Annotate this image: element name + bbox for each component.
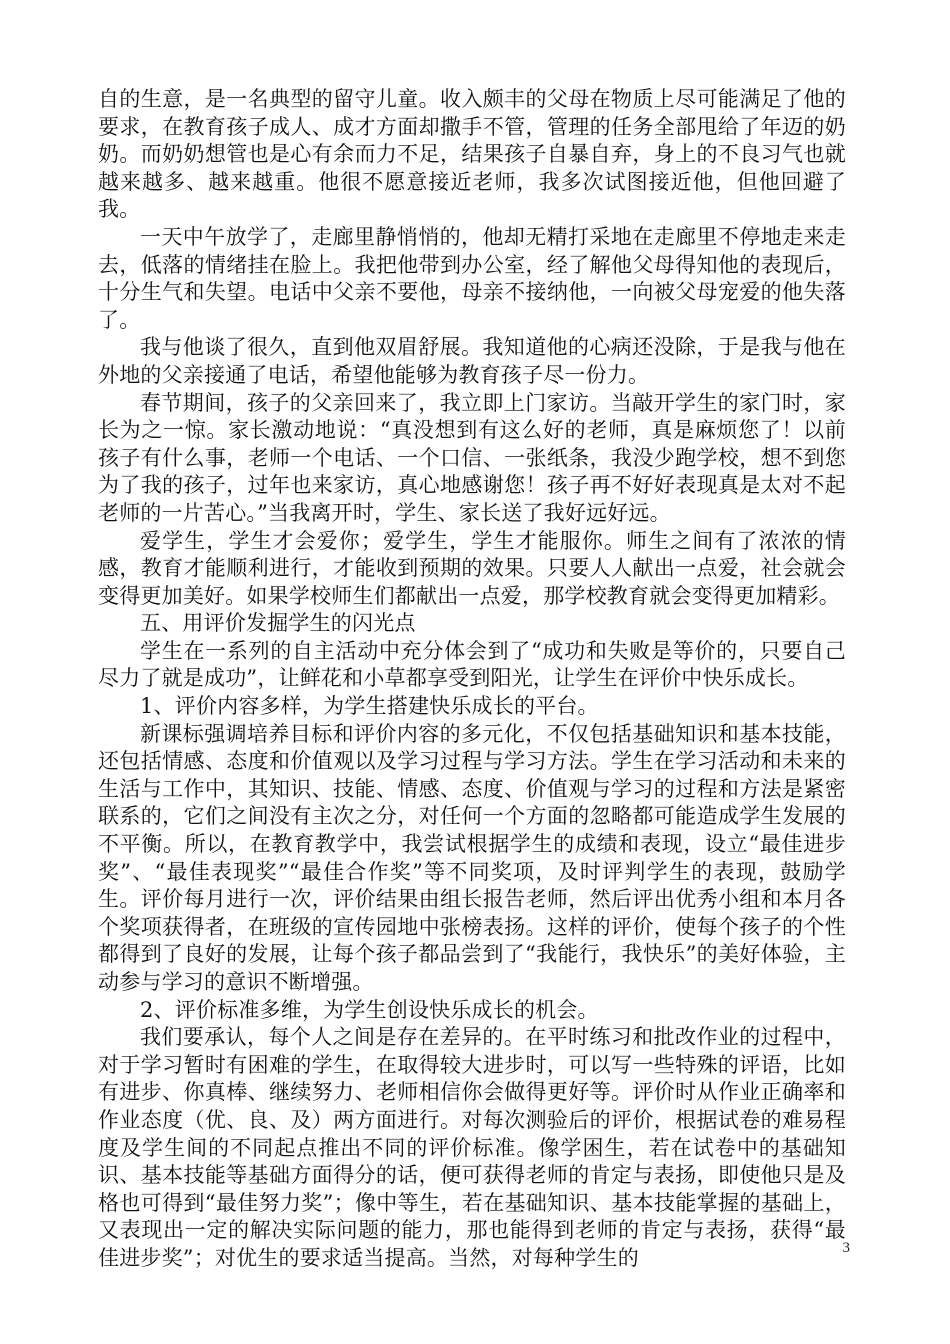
subsection-heading: 2、评价标准多维，为学生创设快乐成长的机会。 — [140, 997, 599, 1022]
paragraph: 学生在一系列的自主活动中充分体会到了“成功和失败是等价的，只要自己尽力了就是成功”，让鲜花和小草都享受到阳光，让学生在评价中快乐成长。 — [98, 638, 846, 691]
paragraph-continuation: 自的生意，是一名典型的留守儿童。收入颇丰的父母在物质上尽可能满足了他的要求，在教育孩子成人、成才方面却撒手不管，管理的任务全部甩给了年迈的奶奶。而奶奶想管也是心有余而力不足，结果孩子自暴自弃，身上的不良习气也就越来越多、越来越重。他很不愿意接近老师，我多次试图接近他，但他回避了我。 — [98, 87, 846, 222]
page-number: 3 — [842, 1240, 850, 1256]
paragraph: 我与他谈了很久，直到他双眉舒展。我知道他的心病还没除，于是我与他在外地的父亲接通了电话，希望他能够为教育孩子尽一份力。 — [98, 335, 846, 387]
paragraph: 新课标强调培养目标和评价内容的多元化，不仅包括基础知识和基本技能，还包括情感、态度和价值观以及学习过程与学习方法。学生在学习活动和未来的生活与工作中，其知识、技能、情感、态度、价值观与学习的过程和方法是紧密联系的，它们之间没有主次之分，对任何一个方面的忽略都可能造成学生发展的不平衡。所以，在教育教学中，我尝试根据学生的成绩和表现，设立“最佳进步奖”、“最佳表现奖”“最佳合作奖”等不同奖项，及时评判学生的表现，鼓励学生。评价每月进行一次，评价结果由组长报告老师，然后评出优秀小组和本月各个奖项获得者，在班级的宣传园地中张榜表扬。这样的评价，使每个孩子的个性都得到了良好的发展，让每个孩子都品尝到了“我能行，我快乐”的美好体验，主动参与学习的意识不断增强。 — [98, 721, 846, 994]
paragraph: 爱学生，学生才会爱你；爱学生，学生才能服你。师生之间有了浓浓的情感，教育才能顺利进行，才能收到预期的效果。只要人人献出一点爱，社会就会变得更加美好。如果学校师生们都献出一点爱，那学校教育就会变得更加精彩。 — [98, 528, 846, 608]
paragraph: 春节期间，孩子的父亲回来了，我立即上门家访。当敲开学生的家门时，家长为之一惊。家长激动地说：“真没想到有这么好的老师，真是麻烦您了！以前孩子有什么事，老师一个电话、一个口信、一张纸条，我没少跑学校，想不到您为了我的孩子，过年也来家访，真心地感谢您！孩子再不好好表现真是太对不起老师的一片苦心。”当我离开时，学生、家长送了我好远好远。 — [98, 390, 846, 525]
paragraph: 一天中午放学了，走廊里静悄悄的，他却无精打采地在走廊里不停地走来走去，低落的情绪挂在脸上。我把他带到办公室，经了解他父母得知他的表现后，十分生气和失望。电话中父亲不要他，母亲不接纳他，一向被父母宠爱的他失落了。 — [98, 224, 846, 332]
paragraph: 我们要承认，每个人之间是存在差异的。在平时练习和批改作业的过程中，对于学习暂时有困难的学生，在取得较大进步时，可以写一些特殊的评语，比如有进步、你真棒、继续努力、老师相信你会做得更好等。评价时从作业正确率和作业态度（优、良、及）两方面进行。对每次测验后的评价，根据试卷的难易程度及学生间的不同起点推出不同的评价标准。像学困生，若在试卷中的基础知识、基本技能等基础方面得分的话，便可获得老师的肯定与表扬，即使他只是及格也可得到“最佳努力奖”；像中等生，若在基础知识、基本技能掌握的基础上，又表现出一定的解决实际问题的能力，那也能得到老师的肯定与表扬，获得“最佳进步奖”；对优生的要求适当提高。当然，对每种学生的 — [98, 1025, 846, 1270]
subsection-heading: 1、评价内容多样，为学生搭建快乐成长的平台。 — [140, 694, 599, 719]
document-body — [98, 86, 846, 1273]
section-heading: 五、用评价发掘学生的闪光点 — [140, 611, 416, 636]
